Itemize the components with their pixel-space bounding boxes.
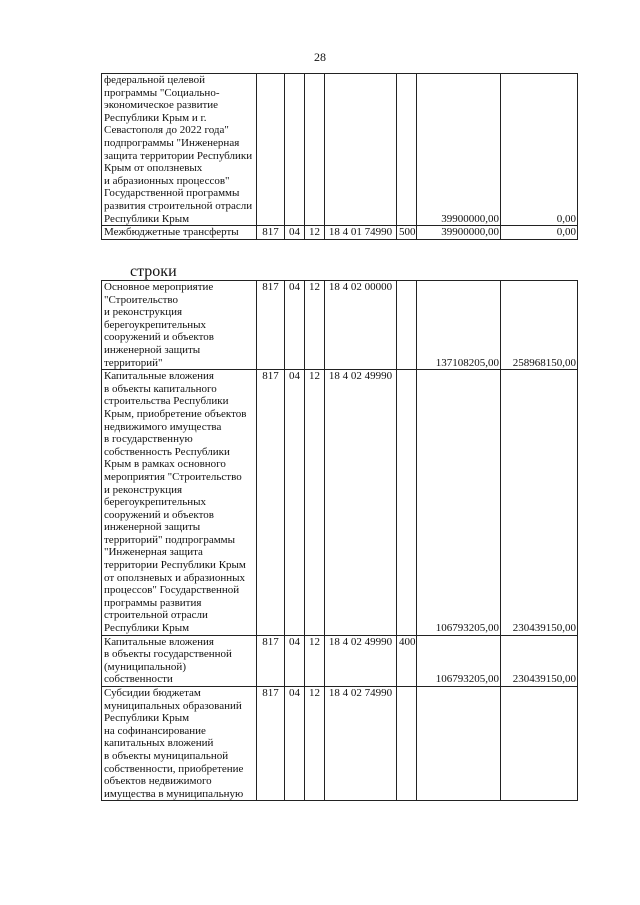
grbs-code: 817 — [257, 281, 285, 370]
section-code: 04 — [285, 687, 305, 801]
subsection-code: 12 — [305, 226, 325, 240]
budget-table-continued — [101, 73, 578, 240]
subsection-code — [305, 74, 325, 226]
grbs-code: 817 — [257, 635, 285, 686]
target-article-code: 18 4 02 49990 — [325, 635, 397, 686]
row-name: федеральной целевой программы "Социально- экономическое развитие Республики Крым и г. Севастополя до 2022 года" подпрограммы "Инженерная защита территории Республики Крым от оползневых и абразионных процессов" Государственной программы развития строительной отрасли Республики Крым — [102, 74, 257, 226]
expense-type-code: 400 — [397, 635, 417, 686]
row-name: Субсидии бюджетам муниципальных образований Республики Крым на софинансирование капитальных вложений в объекты муниципальной собственности, приобретение объектов недвижимого имущества в муниципальную — [102, 687, 257, 801]
table-row — [102, 370, 578, 635]
section-code: 04 — [285, 635, 305, 686]
amount-1: 137108205,00 — [417, 281, 501, 370]
amount-1: 39900000,00 — [417, 226, 501, 240]
section-code: 04 — [285, 226, 305, 240]
table-row — [102, 74, 578, 226]
amount-2: 258968150,00 — [501, 281, 578, 370]
amount-2: 0,00 — [501, 74, 578, 226]
amount-2: 230439150,00 — [501, 370, 578, 635]
row-name: Основное мероприятие "Строительство и реконструкция берегоукрепительных сооружений и объектов инженерной защиты территорий" — [102, 281, 257, 370]
section-code: 04 — [285, 281, 305, 370]
amount-2: 0,00 — [501, 226, 578, 240]
amount-2: 230439150,00 — [501, 635, 578, 686]
row-name: Капитальные вложения в объекты капитального строительства Республики Крым, приобретение объектов недвижимого имущества в государственную собственность Республики Крым в рамках основного мероприятия "Строительство и реконструкция берегоукрепительных сооружений и объектов инженерной защиты территорий" подпрограммы "Инженерная защита территории Республики Крым от оползневых и абразионных процессов" Государственной программы развития строительной отрасли Республики Крым — [102, 370, 257, 635]
section-code: 04 — [285, 370, 305, 635]
row-name: Межбюджетные трансферты — [102, 226, 257, 240]
page-number: 28 — [314, 50, 326, 64]
section-code — [285, 74, 305, 226]
grbs-code: 817 — [257, 226, 285, 240]
target-article-code: 18 4 01 74990 — [325, 226, 397, 240]
row-name: Капитальные вложения в объекты государственной (муниципальной) собственности — [102, 635, 257, 686]
subsection-code: 12 — [305, 281, 325, 370]
grbs-code: 817 — [257, 370, 285, 635]
expense-type-code — [397, 74, 417, 226]
target-article-code: 18 4 02 00000 — [325, 281, 397, 370]
subsection-code: 12 — [305, 687, 325, 801]
table-row — [102, 635, 578, 686]
budget-table — [101, 280, 578, 801]
table-row — [102, 281, 578, 370]
grbs-code: 817 — [257, 687, 285, 801]
amount-1: 106793205,00 — [417, 370, 501, 635]
expense-type-code — [397, 687, 417, 801]
subsection-code: 12 — [305, 370, 325, 635]
section-label: строки — [130, 263, 177, 280]
amount-1: 106793205,00 — [417, 635, 501, 686]
subsection-code: 12 — [305, 635, 325, 686]
target-article-code: 18 4 02 74990 — [325, 687, 397, 801]
amount-2 — [501, 687, 578, 801]
amount-1 — [417, 687, 501, 801]
table-row — [102, 687, 578, 801]
expense-type-code: 500 — [397, 226, 417, 240]
expense-type-code — [397, 281, 417, 370]
expense-type-code — [397, 370, 417, 635]
target-article-code: 18 4 02 49990 — [325, 370, 397, 635]
table-row — [102, 226, 578, 240]
grbs-code — [257, 74, 285, 226]
amount-1: 39900000,00 — [417, 74, 501, 226]
target-article-code — [325, 74, 397, 226]
